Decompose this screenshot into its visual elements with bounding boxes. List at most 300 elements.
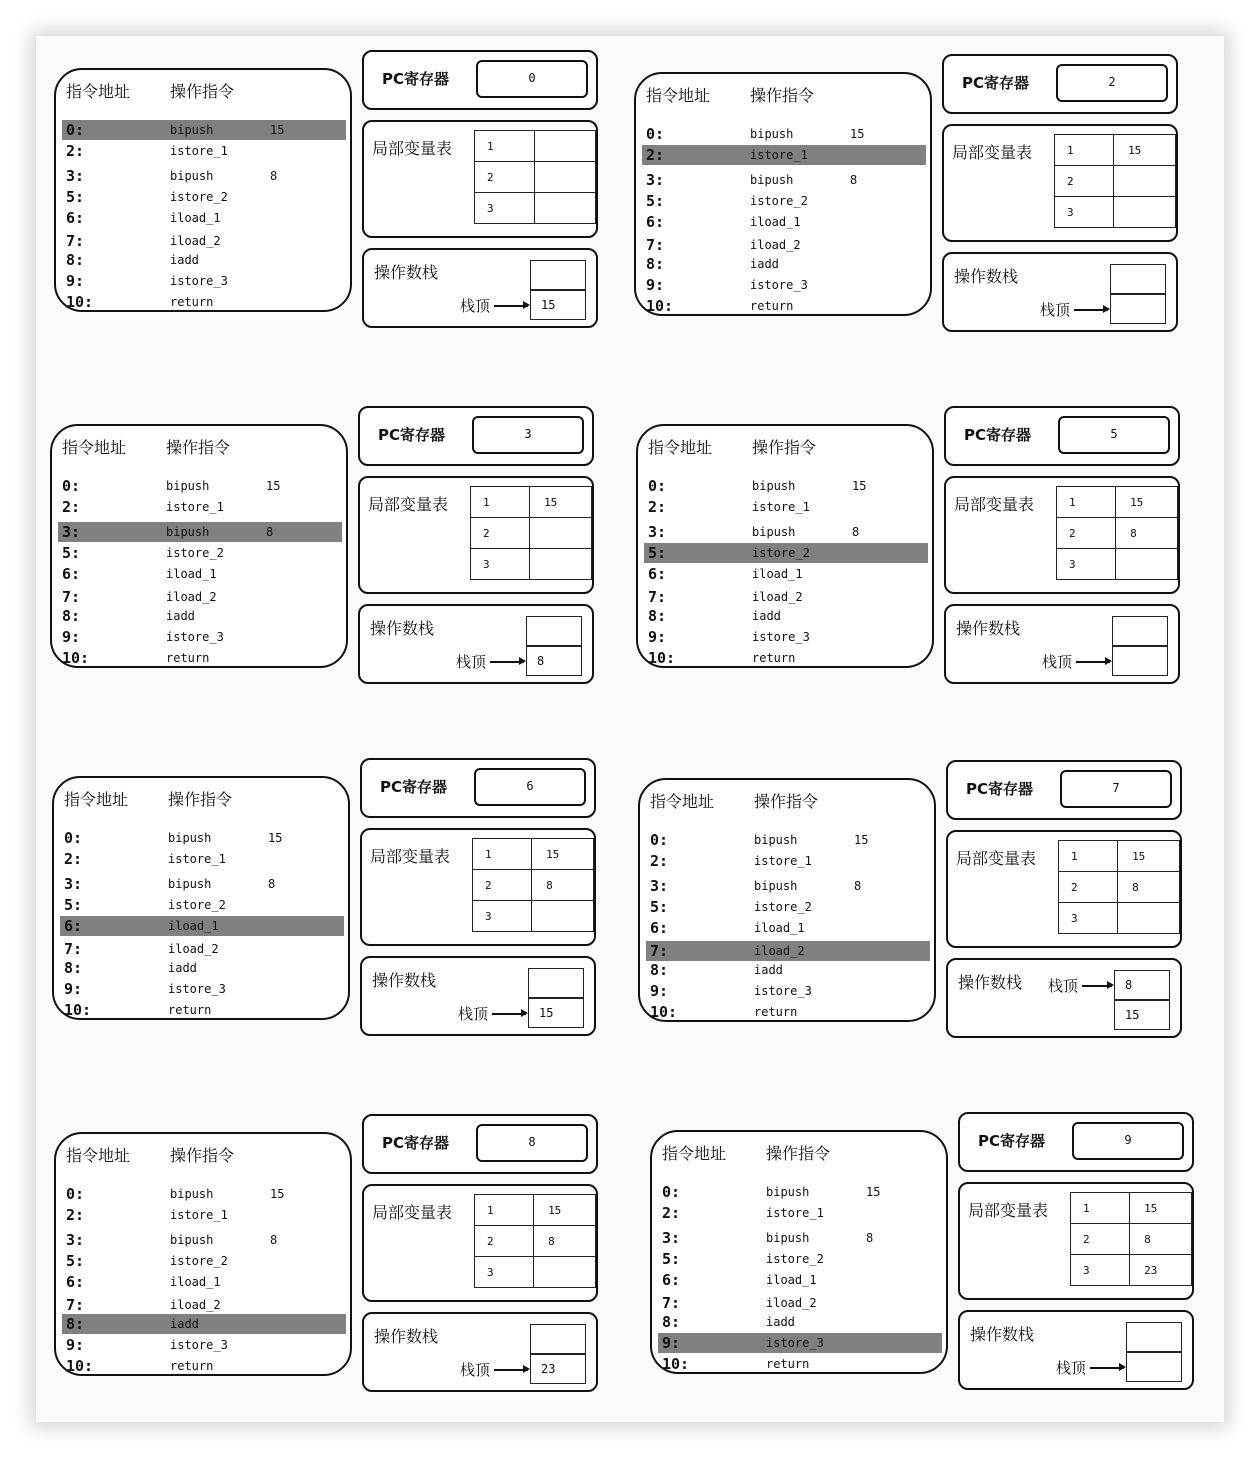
local-variable-value — [534, 131, 595, 162]
instruction-row — [62, 1356, 346, 1376]
instruction-opcode: istore_2 — [168, 898, 226, 912]
instruction-list — [636, 424, 934, 668]
instruction-row — [644, 587, 928, 607]
instruction-row — [658, 1312, 942, 1332]
instruction-address: 5: — [662, 1250, 681, 1268]
pc-register-value: 9 — [1072, 1122, 1184, 1160]
local-variable-table — [362, 120, 598, 238]
instruction-opcode: istore_2 — [166, 546, 224, 560]
local-variable-index: 3 — [1059, 903, 1118, 934]
local-variable-index: 2 — [1057, 518, 1116, 549]
local-variable-value: 8 — [532, 870, 594, 901]
instruction-row — [642, 275, 926, 295]
instruction-address: 9: — [66, 1336, 85, 1354]
local-variable-value: 15 — [534, 1195, 596, 1226]
instruction-opcode: return — [170, 1359, 214, 1373]
instruction-opcode: return — [170, 295, 214, 309]
instruction-opcode: bipush — [754, 879, 798, 893]
current-instruction-row — [62, 1314, 346, 1334]
local-variable-value: 15 — [1118, 841, 1180, 872]
instruction-operand: 15 — [854, 833, 869, 847]
pc-register — [944, 406, 1180, 466]
operand-stack-slot — [1126, 1322, 1182, 1352]
instruction-address: 2: — [650, 852, 669, 870]
local-variable-value — [1114, 166, 1176, 197]
local-variable-table — [958, 1182, 1194, 1300]
instruction-address: 10: — [64, 1001, 92, 1019]
instruction-row — [60, 958, 344, 978]
local-variable-value: 15 — [1114, 135, 1176, 166]
instruction-opcode: bipush — [754, 833, 798, 847]
current-instruction-row — [658, 1333, 942, 1353]
instruction-address: 6: — [64, 917, 83, 935]
instruction-row — [58, 587, 342, 607]
instruction-row — [58, 627, 342, 647]
instruction-address: 10: — [650, 1003, 678, 1021]
instruction-address: 0: — [62, 477, 81, 495]
local-variable-index: 3 — [475, 1257, 534, 1288]
instruction-address: 2: — [648, 498, 667, 516]
stack-top-arrow — [1074, 309, 1108, 311]
instruction-row — [62, 208, 346, 228]
instruction-opcode: return — [168, 1003, 212, 1017]
local-variable-index: 2 — [475, 1226, 534, 1257]
current-instruction-row — [642, 145, 926, 165]
instruction-column-header: 操作指令 — [750, 86, 815, 105]
instruction-address: 8: — [66, 251, 85, 269]
instruction-opcode: bipush — [170, 1187, 214, 1201]
instruction-opcode: iadd — [766, 1315, 795, 1329]
instruction-opcode: istore_2 — [170, 1254, 228, 1268]
local-variable-table-label: 局部变量表 — [370, 847, 451, 866]
current-instruction-row — [58, 522, 342, 542]
stack-top-arrow — [1076, 661, 1110, 663]
local-variable-index: 2 — [1071, 1224, 1130, 1255]
instruction-operand: 8 — [852, 525, 860, 539]
instruction-operand: 8 — [270, 1233, 278, 1247]
operand-stack-label: 操作数栈 — [374, 1327, 439, 1346]
current-instruction-row — [646, 941, 930, 961]
stack-top-arrow — [1082, 985, 1112, 987]
stack-top-label: 栈顶 — [458, 1005, 489, 1023]
instruction-opcode: istore_3 — [168, 982, 226, 996]
instruction-row — [62, 250, 346, 270]
instruction-address: 2: — [66, 142, 85, 160]
pc-register-value: 3 — [472, 416, 584, 454]
instruction-address: 9: — [646, 276, 665, 294]
instruction-column-header: 操作指令 — [170, 82, 235, 101]
local-variable-table-label: 局部变量表 — [372, 1203, 453, 1222]
instruction-row — [60, 874, 344, 894]
local-variable-table — [946, 830, 1182, 948]
operand-stack-slot: 15 — [530, 290, 586, 320]
operand-stack — [362, 1312, 598, 1392]
local-variable-index: 1 — [1059, 841, 1118, 872]
instruction-row — [646, 918, 930, 938]
instruction-opcode: istore_1 — [170, 144, 228, 158]
local-variable-slot — [1057, 549, 1178, 580]
execution-frame — [624, 46, 1184, 336]
local-variable-table — [358, 476, 594, 594]
operand-stack-label: 操作数栈 — [956, 619, 1021, 638]
instruction-address: 2: — [662, 1204, 681, 1222]
instruction-address: 2: — [62, 498, 81, 516]
local-variable-value — [534, 162, 595, 193]
instruction-column-header: 操作指令 — [168, 790, 233, 809]
instruction-row — [58, 476, 342, 496]
instruction-address: 8: — [62, 607, 81, 625]
instruction-opcode: istore_1 — [168, 852, 226, 866]
instruction-opcode: bipush — [170, 1233, 214, 1247]
instruction-opcode: iload_1 — [166, 567, 217, 581]
instruction-address: 5: — [62, 544, 81, 562]
local-variable-table — [360, 828, 596, 946]
instruction-operand: 8 — [866, 1231, 874, 1245]
local-variable-table — [362, 1184, 598, 1302]
instruction-row — [62, 187, 346, 207]
local-variable-value — [1114, 197, 1176, 228]
instruction-column-header: 操作指令 — [752, 438, 817, 457]
instruction-row — [646, 876, 930, 896]
instruction-address: 10: — [62, 649, 90, 667]
instruction-row — [644, 522, 928, 542]
local-variable-value: 23 — [1130, 1255, 1192, 1286]
instruction-list — [54, 1132, 352, 1376]
operand-stack-label: 操作数栈 — [374, 263, 439, 282]
instruction-row — [646, 830, 930, 850]
instruction-row — [644, 648, 928, 668]
stack-top-label: 栈顶 — [456, 653, 487, 671]
instruction-opcode: iadd — [170, 253, 199, 267]
local-variable-slot — [475, 1195, 596, 1226]
instruction-address: 6: — [62, 565, 81, 583]
instruction-row — [60, 1000, 344, 1020]
local-variable-slot — [1057, 518, 1178, 549]
instruction-row — [60, 828, 344, 848]
local-variable-slot — [1055, 135, 1176, 166]
instruction-row — [642, 124, 926, 144]
stack-top-label: 栈顶 — [460, 297, 491, 315]
operand-stack-label: 操作数栈 — [970, 1325, 1035, 1344]
instruction-row — [644, 497, 928, 517]
instruction-address: 9: — [64, 980, 83, 998]
instruction-opcode: istore_3 — [170, 1338, 228, 1352]
instruction-address: 0: — [64, 829, 83, 847]
operand-stack-slot: 8 — [1114, 970, 1170, 1000]
instruction-list — [634, 72, 932, 316]
instruction-opcode: return — [754, 1005, 798, 1019]
instruction-row — [646, 960, 930, 980]
instruction-address: 3: — [662, 1229, 681, 1247]
local-variable-index: 1 — [1071, 1193, 1130, 1224]
instruction-row — [658, 1293, 942, 1313]
instruction-operand: 15 — [866, 1185, 881, 1199]
instruction-list — [54, 68, 352, 312]
local-variable-table — [942, 124, 1178, 242]
instruction-row — [658, 1249, 942, 1269]
local-variable-slot — [1071, 1193, 1192, 1224]
instruction-row — [646, 1002, 930, 1022]
instruction-address: 6: — [646, 213, 665, 231]
instruction-opcode: iload_2 — [752, 590, 803, 604]
local-variable-slot — [473, 839, 594, 870]
instruction-row — [62, 1335, 346, 1355]
stack-top-label: 栈顶 — [1048, 977, 1079, 995]
local-variable-grid — [1058, 840, 1180, 934]
instruction-address: 5: — [646, 192, 665, 210]
instruction-address: 7: — [650, 942, 669, 960]
instruction-row — [62, 1184, 346, 1204]
local-variable-slot — [475, 162, 596, 193]
local-variable-index: 2 — [1055, 166, 1114, 197]
local-variable-grid — [472, 838, 594, 932]
instruction-address: 2: — [64, 850, 83, 868]
local-variable-grid — [474, 1194, 596, 1288]
current-instruction-row — [644, 543, 928, 563]
instruction-address: 10: — [66, 293, 94, 311]
instruction-opcode: bipush — [166, 525, 210, 539]
instruction-list — [638, 778, 936, 1022]
stack-top-arrow — [490, 661, 524, 663]
local-variable-value — [534, 193, 595, 224]
operand-stack-slot — [530, 260, 586, 290]
instruction-opcode: iload_2 — [170, 234, 221, 248]
instruction-operand: 8 — [854, 879, 862, 893]
local-variable-slot — [475, 131, 596, 162]
instruction-address: 5: — [66, 188, 85, 206]
instruction-address: 3: — [66, 1231, 85, 1249]
local-variable-slot — [1059, 872, 1180, 903]
instruction-row — [644, 627, 928, 647]
instruction-column-header: 操作指令 — [766, 1144, 831, 1163]
instruction-opcode: iadd — [754, 963, 783, 977]
instruction-address: 6: — [650, 919, 669, 937]
instruction-row — [646, 897, 930, 917]
instruction-address: 10: — [662, 1355, 690, 1373]
instruction-opcode: istore_1 — [166, 500, 224, 514]
local-variable-grid — [1054, 134, 1176, 228]
instruction-operand: 15 — [268, 831, 283, 845]
local-variable-index: 1 — [1057, 487, 1116, 518]
instruction-address: 8: — [646, 255, 665, 273]
local-variable-value: 8 — [1116, 518, 1178, 549]
operand-stack-slot — [1112, 616, 1168, 646]
instruction-address: 8: — [64, 959, 83, 977]
operand-stack-slot — [1110, 294, 1166, 324]
instruction-address: 3: — [66, 167, 85, 185]
local-variable-index: 1 — [475, 1195, 534, 1226]
instruction-address: 0: — [650, 831, 669, 849]
instruction-row — [58, 543, 342, 563]
instruction-opcode: istore_1 — [170, 1208, 228, 1222]
local-variable-index: 3 — [473, 901, 532, 932]
instruction-opcode: iadd — [750, 257, 779, 271]
instruction-address: 3: — [62, 523, 81, 541]
instruction-address: 5: — [64, 896, 83, 914]
instruction-opcode: istore_3 — [754, 984, 812, 998]
instruction-operand: 8 — [268, 877, 276, 891]
instruction-opcode: istore_2 — [754, 900, 812, 914]
operand-stack — [358, 604, 594, 684]
local-variable-index: 3 — [1055, 197, 1114, 228]
local-variable-table-label: 局部变量表 — [954, 495, 1035, 514]
instruction-opcode: bipush — [766, 1185, 810, 1199]
local-variable-value — [1116, 549, 1178, 580]
local-variable-grid — [470, 486, 592, 580]
instruction-opcode: return — [752, 651, 796, 665]
instruction-row — [646, 981, 930, 1001]
instruction-address: 9: — [662, 1334, 681, 1352]
instruction-opcode: istore_1 — [750, 148, 808, 162]
address-column-header: 指令地址 — [662, 1144, 727, 1163]
instruction-row — [60, 849, 344, 869]
instruction-opcode: iload_1 — [752, 567, 803, 581]
local-variable-value — [530, 518, 592, 549]
instruction-opcode: return — [750, 299, 794, 313]
instruction-address: 6: — [662, 1271, 681, 1289]
address-column-header: 指令地址 — [66, 1146, 131, 1165]
instruction-opcode: bipush — [752, 525, 796, 539]
instruction-row — [58, 606, 342, 626]
instruction-opcode: iload_2 — [754, 944, 805, 958]
local-variable-value — [532, 901, 594, 932]
execution-frame — [44, 1106, 604, 1396]
instruction-row — [60, 895, 344, 915]
local-variable-table-label: 局部变量表 — [368, 495, 449, 514]
instruction-address: 7: — [64, 940, 83, 958]
instruction-opcode: bipush — [170, 169, 214, 183]
instruction-row — [62, 231, 346, 251]
pc-register-label: PC寄存器 — [380, 778, 448, 796]
instruction-opcode: iload_2 — [170, 1298, 221, 1312]
instruction-opcode: istore_2 — [766, 1252, 824, 1266]
instruction-opcode: istore_2 — [750, 194, 808, 208]
instruction-row — [658, 1203, 942, 1223]
operand-stack-slot: 23 — [530, 1354, 586, 1384]
instruction-opcode: istore_2 — [170, 190, 228, 204]
instruction-row — [62, 1205, 346, 1225]
local-variable-slot — [1059, 841, 1180, 872]
local-variable-value: 8 — [534, 1226, 596, 1257]
execution-frame — [42, 750, 602, 1040]
operand-stack-slot — [1112, 646, 1168, 676]
local-variable-index: 2 — [473, 870, 532, 901]
pc-register-label: PC寄存器 — [378, 426, 446, 444]
operand-stack — [360, 956, 596, 1036]
operand-stack — [958, 1310, 1194, 1390]
instruction-address: 8: — [650, 961, 669, 979]
instruction-row — [62, 1295, 346, 1315]
operand-stack-slot — [526, 616, 582, 646]
diagram-sheet — [36, 36, 1224, 1422]
instruction-column-header: 操作指令 — [166, 438, 231, 457]
instruction-row — [658, 1228, 942, 1248]
local-variable-grid — [1056, 486, 1178, 580]
pc-register — [946, 760, 1182, 820]
instruction-address: 2: — [646, 146, 665, 164]
instruction-operand: 15 — [270, 1187, 285, 1201]
local-variable-slot — [471, 487, 592, 518]
local-variable-index: 2 — [475, 162, 535, 193]
address-column-header: 指令地址 — [648, 438, 713, 457]
instruction-row — [62, 1230, 346, 1250]
instruction-row — [58, 564, 342, 584]
instruction-row — [642, 191, 926, 211]
instruction-opcode: iload_1 — [766, 1273, 817, 1287]
instruction-address: 3: — [648, 523, 667, 541]
local-variable-value: 15 — [530, 487, 592, 518]
instruction-address: 10: — [646, 297, 674, 315]
instruction-opcode: bipush — [752, 479, 796, 493]
instruction-row — [62, 166, 346, 186]
local-variable-value: 8 — [1130, 1224, 1192, 1255]
instruction-operand: 8 — [850, 173, 858, 187]
instruction-address: 0: — [66, 121, 85, 139]
local-variable-index: 1 — [471, 487, 530, 518]
local-variable-index: 2 — [471, 518, 530, 549]
instruction-row — [62, 1251, 346, 1271]
instruction-row — [642, 296, 926, 316]
operand-stack-slot: 15 — [1114, 1000, 1170, 1030]
operand-stack — [362, 248, 598, 328]
instruction-opcode: bipush — [750, 173, 794, 187]
local-variable-table — [944, 476, 1180, 594]
pc-register-label: PC寄存器 — [382, 1134, 450, 1152]
instruction-operand: 15 — [852, 479, 867, 493]
local-variable-value — [1118, 903, 1180, 934]
instruction-opcode: return — [766, 1357, 810, 1371]
local-variable-slot — [475, 193, 596, 224]
instruction-address: 3: — [650, 877, 669, 895]
instruction-address: 0: — [66, 1185, 85, 1203]
stack-top-arrow — [1090, 1367, 1124, 1369]
instruction-opcode: istore_1 — [766, 1206, 824, 1220]
instruction-opcode: bipush — [750, 127, 794, 141]
instruction-column-header: 操作指令 — [754, 792, 819, 811]
instruction-address: 9: — [648, 628, 667, 646]
execution-frame — [628, 752, 1188, 1042]
instruction-operand: 8 — [270, 169, 278, 183]
local-variable-value: 15 — [1116, 487, 1178, 518]
pc-register — [360, 758, 596, 818]
stack-top-label: 栈顶 — [1056, 1359, 1087, 1377]
pc-register — [942, 54, 1178, 114]
instruction-opcode: istore_3 — [766, 1336, 824, 1350]
instruction-opcode: iadd — [752, 609, 781, 623]
instruction-row — [644, 606, 928, 626]
local-variable-value — [530, 549, 592, 580]
operand-stack — [942, 252, 1178, 332]
pc-register-value: 0 — [476, 60, 588, 98]
instruction-address: 7: — [646, 236, 665, 254]
address-column-header: 指令地址 — [650, 792, 715, 811]
local-variable-slot — [1057, 487, 1178, 518]
instruction-address: 10: — [648, 649, 676, 667]
instruction-address: 7: — [62, 588, 81, 606]
instruction-row — [62, 1272, 346, 1292]
local-variable-index: 1 — [475, 131, 535, 162]
instruction-address: 9: — [650, 982, 669, 1000]
instruction-row — [642, 170, 926, 190]
local-variable-table-label: 局部变量表 — [968, 1201, 1049, 1220]
instruction-address: 9: — [66, 272, 85, 290]
instruction-opcode: return — [166, 651, 210, 665]
address-column-header: 指令地址 — [62, 438, 127, 457]
local-variable-index: 3 — [1071, 1255, 1130, 1286]
instruction-row — [58, 497, 342, 517]
instruction-opcode: istore_1 — [754, 854, 812, 868]
instruction-list — [50, 424, 348, 668]
